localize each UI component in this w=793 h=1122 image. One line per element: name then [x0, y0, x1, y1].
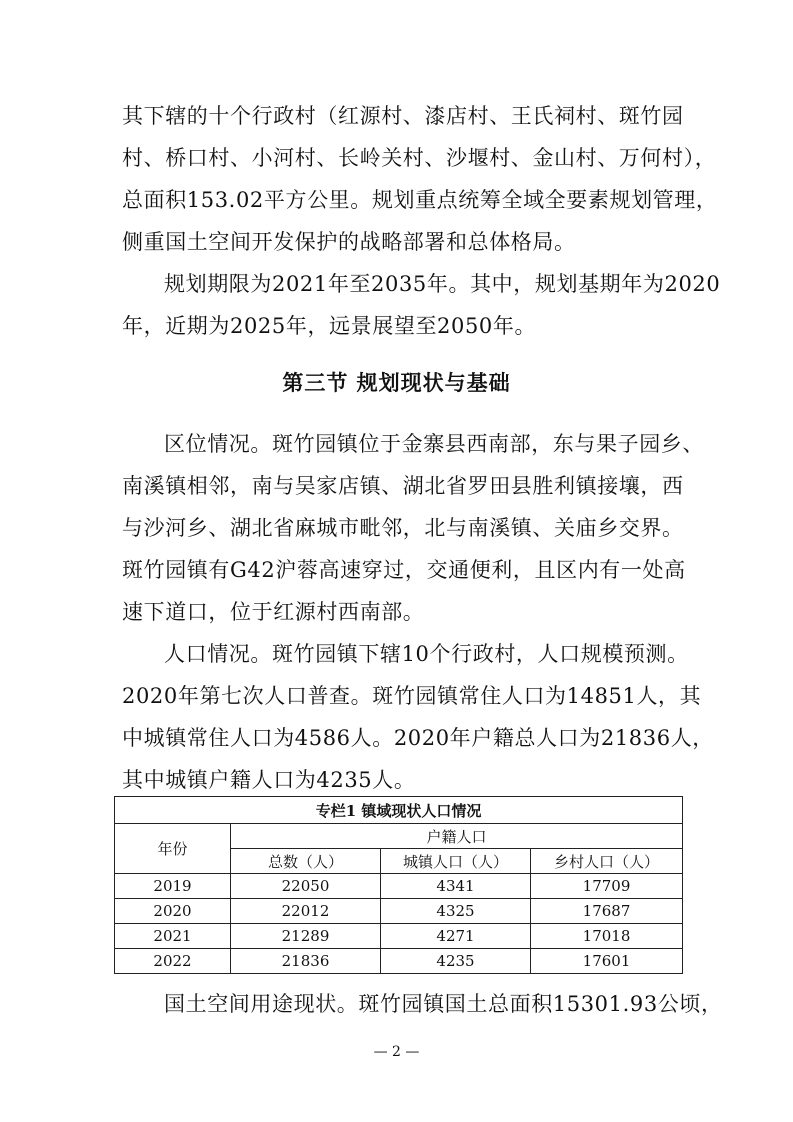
paragraph-line: 其下辖的十个行政村（红源村、漆店村、王氏祠村、斑竹园: [122, 104, 684, 128]
paragraph-line: 其中城镇户籍人口为4235人。: [122, 768, 416, 792]
table-header-total: 总数（人）: [231, 849, 381, 874]
table-title: 专栏1 镇域现状人口情况: [115, 797, 683, 824]
paragraph-line: 国土空间用途现状。斑竹园镇国土总面积15301.93公顷，: [164, 992, 723, 1016]
section-heading: 第三节 规划现状与基础: [282, 370, 511, 395]
table-cell-year: 2020: [115, 899, 231, 924]
paragraph-line: 2020年第七次人口普查。斑竹园镇常住人口为14851人，其: [122, 684, 702, 708]
table-cell-total: 22012: [231, 899, 381, 924]
table-cell-total: 21289: [231, 924, 381, 949]
table-row: [115, 874, 683, 899]
paragraph-line: 侧重国土空间开发保护的战略部署和总体格局。: [122, 230, 576, 254]
table-cell-rural: 17018: [531, 924, 683, 949]
paragraph-line: 年，近期为2025年，远景展望至2050年。: [122, 314, 537, 338]
paragraph-line: 南溪镇相邻，南与吴家店镇、湖北省罗田县胜利镇接壤，西: [122, 474, 684, 498]
table-header-group: 户籍人口: [231, 824, 683, 849]
table-cell-urban: 4271: [381, 924, 531, 949]
table-header-rural: 乡村人口（人）: [531, 849, 683, 874]
table-header-year: 年份: [115, 824, 231, 874]
population-table: [114, 796, 683, 974]
table-cell-year: 2022: [115, 949, 231, 974]
paragraph-line: 规划期限为2021年至2035年。其中，规划基期年为2020: [164, 272, 721, 296]
table-cell-rural: 17709: [531, 874, 683, 899]
table-row: [115, 924, 683, 949]
paragraph-line: 总面积153.02平方公里。规划重点统筹全域全要素规划管理，: [122, 188, 718, 212]
table-cell-total: 22050: [231, 874, 381, 899]
table-cell-urban: 4235: [381, 949, 531, 974]
table-row: [115, 949, 683, 974]
table-cell-year: 2019: [115, 874, 231, 899]
table-cell-rural: 17687: [531, 899, 683, 924]
table-row: [115, 899, 683, 924]
table-cell-year: 2021: [115, 924, 231, 949]
table-header-urban: 城镇人口（人）: [381, 849, 531, 874]
paragraph-line: 速下道口，位于红源村西南部。: [122, 600, 425, 624]
paragraph-line: 区位情况。斑竹园镇位于金寨县西南部，东与果子园乡、: [164, 432, 704, 456]
paragraph-line: 斑竹园镇有G42沪蓉高速穿过，交通便利，且区内有一处高: [122, 558, 686, 582]
table-cell-urban: 4325: [381, 899, 531, 924]
table-cell-total: 21836: [231, 949, 381, 974]
paragraph-line: 人口情况。斑竹园镇下辖10个行政村，人口规模预测。: [164, 642, 689, 666]
paragraph-line: 中城镇常住人口为4586人。2020年户籍总人口为21836人，: [122, 726, 714, 750]
paragraph-line: 村、桥口村、小河村、长岭关村、沙堰村、金山村、万何村），: [122, 146, 717, 170]
table-cell-rural: 17601: [531, 949, 683, 974]
table-cell-urban: 4341: [381, 874, 531, 899]
page-number: — 2 —: [373, 1044, 420, 1060]
paragraph-line: 与沙河乡、湖北省麻城市毗邻，北与南溪镇、关庙乡交界。: [122, 516, 684, 540]
